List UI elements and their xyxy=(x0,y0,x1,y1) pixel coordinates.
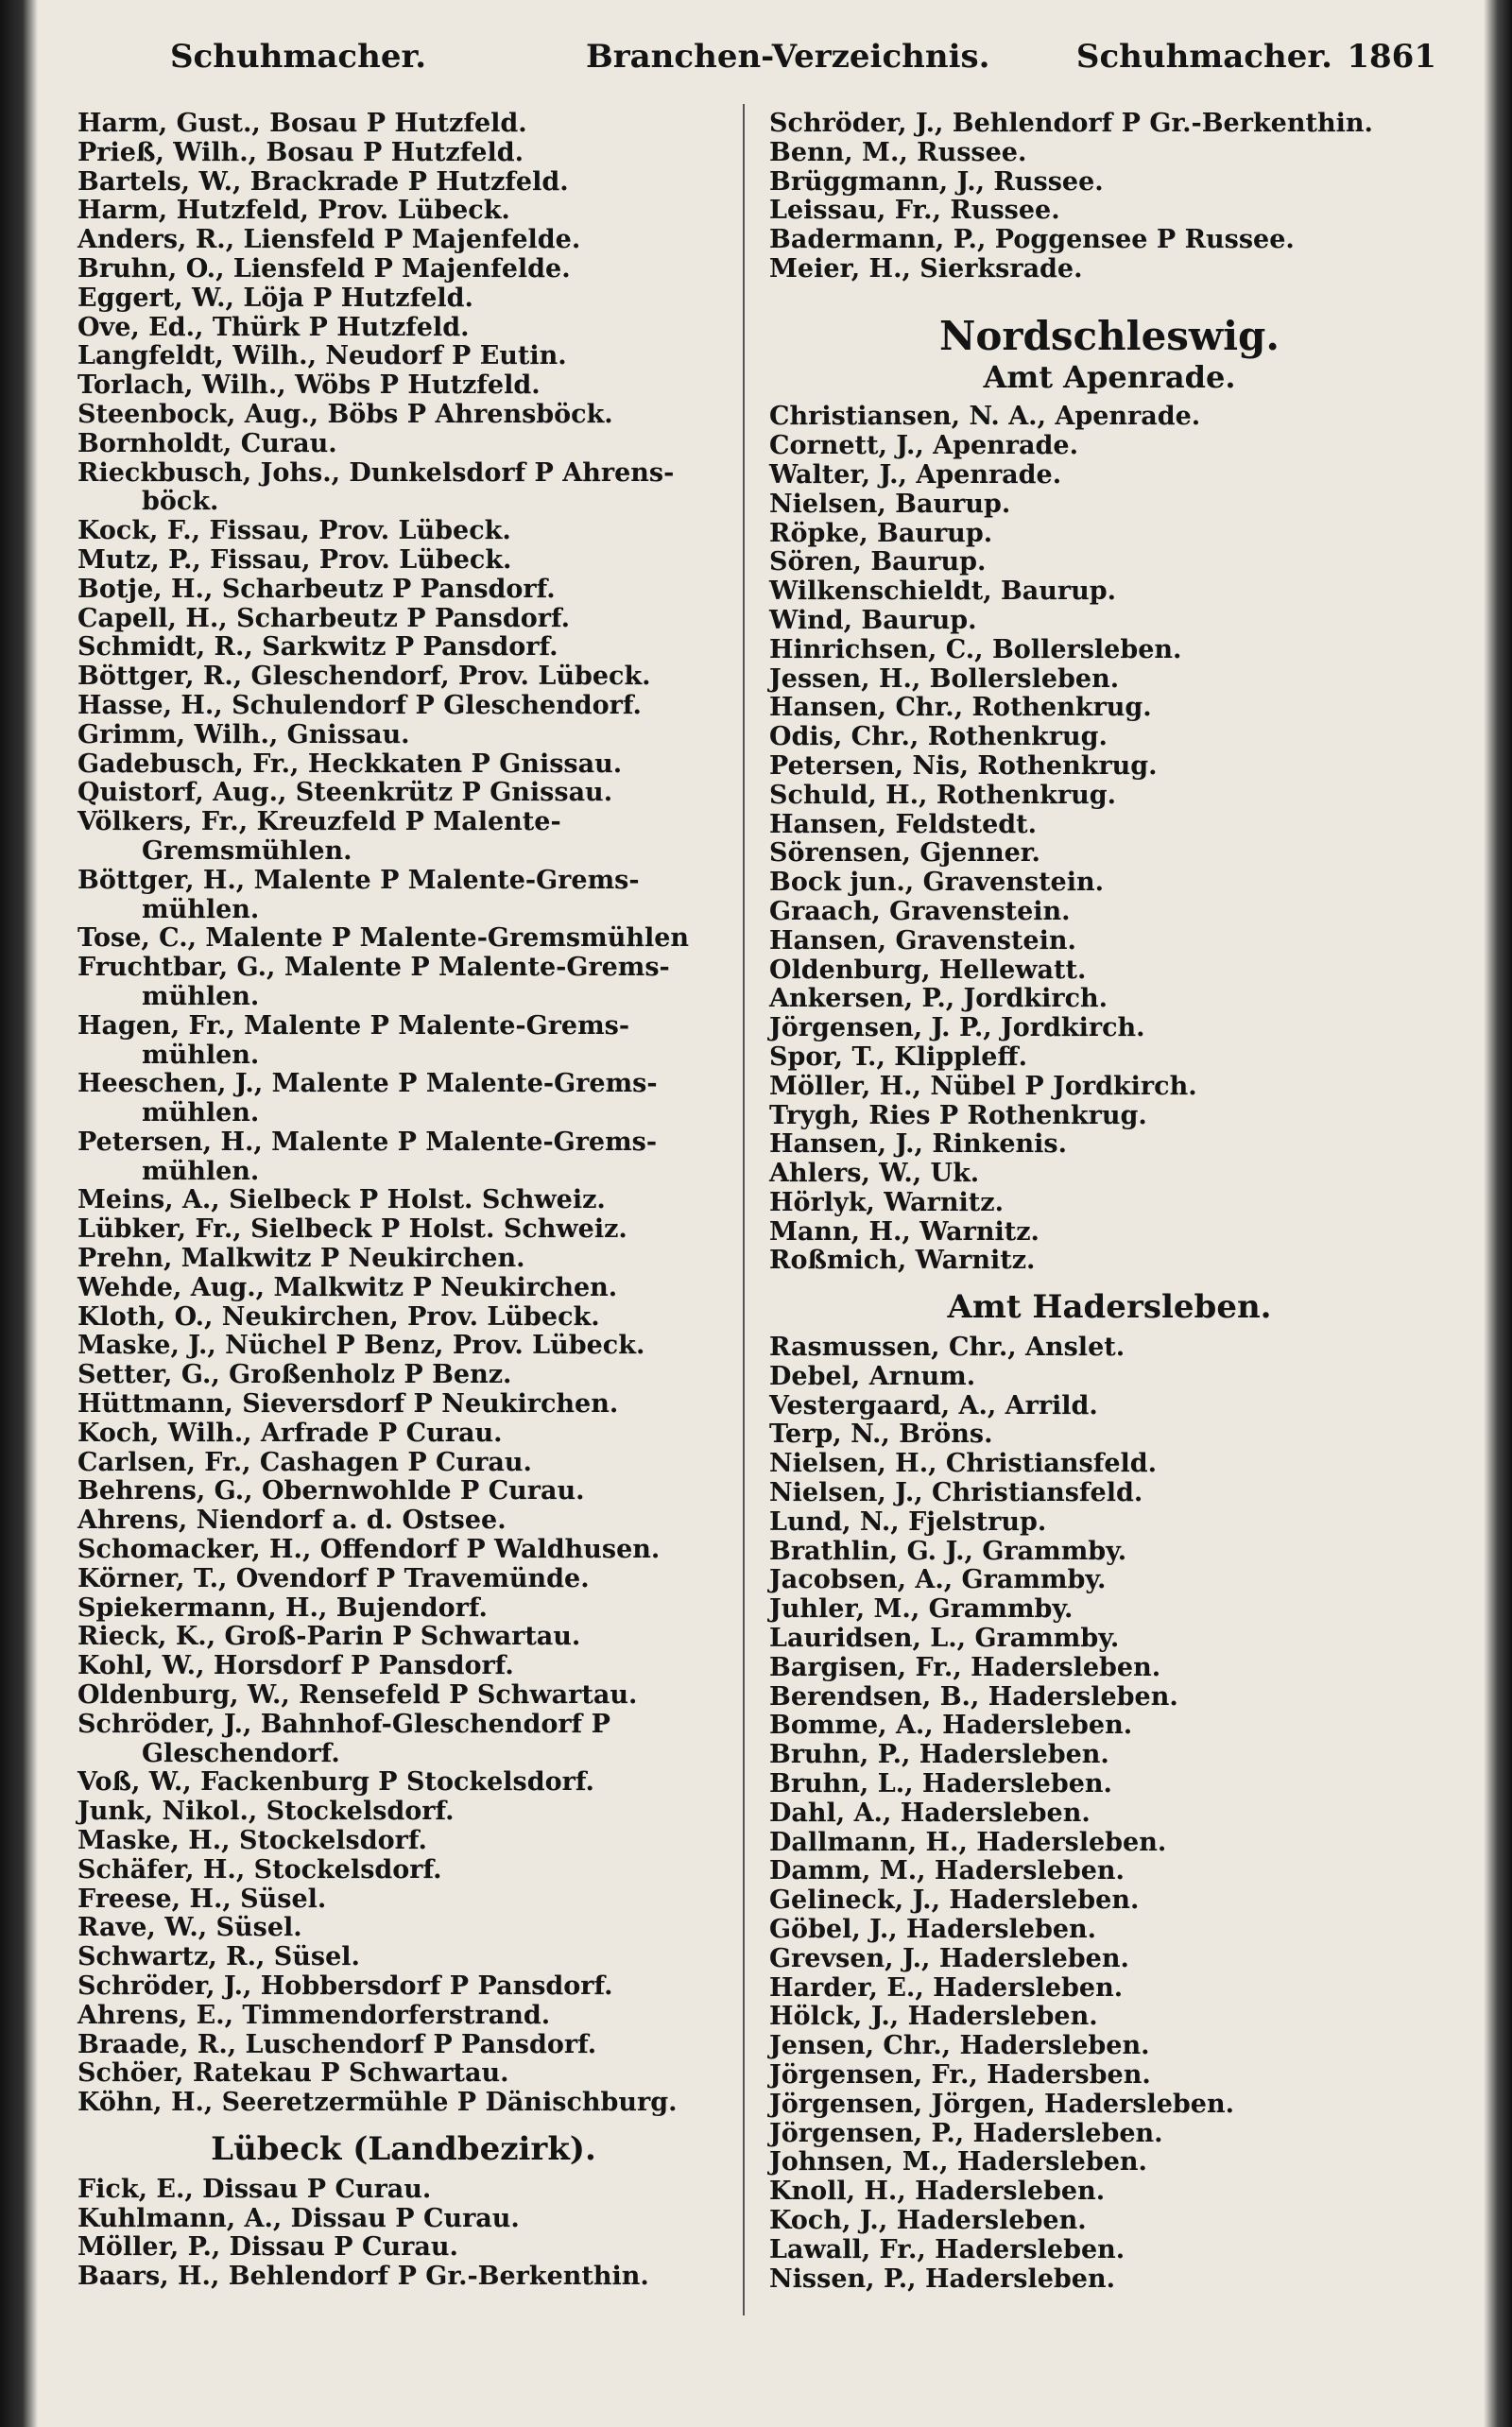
directory-entry xyxy=(769,1595,1450,1625)
entry-text: Petersen, Nis, Rothenkrug. xyxy=(769,750,1158,781)
directory-entry xyxy=(769,2032,1450,2061)
directory-entry xyxy=(769,898,1450,927)
entry-text: Juhler, M., Grammby. xyxy=(769,1594,1074,1625)
directory-entry xyxy=(77,1215,730,1245)
entry-text: Roßmich, Warnitz. xyxy=(769,1246,1036,1276)
entry-text: Wilkenschieldt, Baurup. xyxy=(769,577,1117,607)
entry-text: Gelineck, J., Hadersleben. xyxy=(769,1885,1140,1916)
directory-entry xyxy=(769,197,1450,226)
entry-text: Schröder, J., Behlendorf P Gr.-Berkenthin. xyxy=(769,109,1373,138)
directory-entry xyxy=(77,1565,730,1594)
directory-entry xyxy=(769,1916,1450,1945)
directory-entry xyxy=(77,692,730,721)
entry-text: Heeschen, J., Malente P Malente-Grems- xyxy=(77,1069,658,1099)
directory-entry xyxy=(769,1130,1450,1160)
directory-entry xyxy=(769,1479,1450,1508)
directory-entry xyxy=(769,811,1450,840)
entry-text: Jörgensen, Fr., Hadersben. xyxy=(769,2060,1151,2090)
directory-entry xyxy=(769,2120,1450,2149)
entry-text: Göbel, J., Hadersleben. xyxy=(769,1915,1097,1945)
entry-text: Walter, J., Apenrade. xyxy=(769,459,1062,490)
entry-text: Köhn, H., Seeretzermühle P Dänischburg. xyxy=(77,2088,678,2118)
directory-entry xyxy=(769,110,1450,139)
directory-entry xyxy=(769,1857,1450,1886)
directory-entry xyxy=(77,1972,730,2002)
directory-entry xyxy=(769,665,1450,695)
directory-entry xyxy=(769,1712,1450,1741)
right-column xyxy=(769,110,1450,2294)
directory-entry xyxy=(769,752,1450,782)
entry-text: Setter, G., Großenholz P Benz. xyxy=(77,1360,512,1390)
page-number: 1861 xyxy=(1347,38,1436,76)
entry-text: Meier, H., Sierksrade. xyxy=(769,253,1083,284)
entry-text: Hasse, H., Schulendorf P Gleschendorf. xyxy=(77,690,642,720)
directory-entry xyxy=(769,139,1450,168)
entry-text: Brathlin, G. J., Grammby. xyxy=(769,1536,1127,1566)
directory-entry xyxy=(769,2207,1450,2236)
entry-text: Hinrichsen, C., Bollersleben. xyxy=(769,634,1182,664)
directory-entry xyxy=(769,168,1450,198)
section-subtitle-apenrade: Amt Apenrade. xyxy=(983,358,1236,395)
directory-entry xyxy=(77,1012,730,1071)
entry-text: Rieck, K., Groß-Parin P Schwartau. xyxy=(77,1622,581,1652)
entry-text: Kloth, O., Neukirchen, Prov. Lübeck. xyxy=(77,1301,600,1332)
entry-text: Maske, H., Stockelsdorf. xyxy=(77,1826,427,1856)
directory-entry xyxy=(769,956,1450,986)
directory-entry xyxy=(77,255,730,284)
entry-text: Schröder, J., Hobbersdorf P Pansdorf. xyxy=(77,1971,613,2001)
directory-entry xyxy=(77,459,730,518)
entry-text: Kohl, W., Horsdorf P Pansdorf. xyxy=(77,1651,514,1681)
entry-text: Odis, Chr., Rothenkrug. xyxy=(769,722,1108,752)
directory-entry xyxy=(769,607,1450,636)
entry-continuation: Gleschendorf. xyxy=(142,1738,340,1768)
directory-entry xyxy=(77,1361,730,1390)
directory-entry xyxy=(77,1506,730,1536)
directory-entry xyxy=(77,1681,730,1711)
entry-text: Bomme, A., Hadersleben. xyxy=(769,1711,1133,1741)
directory-entry xyxy=(769,1073,1450,1102)
entry-text: Oldenburg, Hellewatt. xyxy=(769,955,1087,985)
entry-text: Ove, Ed., Thürk P Hutzfeld. xyxy=(77,312,470,342)
entry-text: Prieß, Wilh., Bosau P Hutzfeld. xyxy=(77,137,524,167)
entry-text: Dallmann, H., Hadersleben. xyxy=(769,1827,1167,1857)
entry-text: Rasmussen, Chr., Anslet. xyxy=(769,1333,1125,1363)
entry-text: Schomacker, H., Offendorf P Waldhusen. xyxy=(77,1535,661,1565)
entry-text: Hansen, Chr., Rothenkrug. xyxy=(769,693,1152,723)
entry-text: Berendsen, B., Hadersleben. xyxy=(769,1681,1178,1712)
directory-entry xyxy=(769,1247,1450,1276)
entry-text: Böttger, H., Malente P Malente-Grems- xyxy=(77,865,640,895)
entry-text: Ahlers, W., Uk. xyxy=(769,1159,980,1189)
page-header xyxy=(170,38,1436,85)
entry-text: Hansen, J., Rinkenis. xyxy=(769,1129,1068,1160)
directory-entry xyxy=(769,461,1450,491)
directory-entry xyxy=(77,576,730,605)
directory-entry xyxy=(77,2059,730,2089)
entry-text: Bruhn, O., Liensfeld P Majenfelde. xyxy=(77,253,571,284)
right-top-entry-list xyxy=(769,110,1450,284)
directory-entry xyxy=(769,255,1450,284)
entry-text: Badermann, P., Poggensee P Russee. xyxy=(769,225,1295,255)
directory-entry xyxy=(77,168,730,198)
entry-text: Schwartz, R., Süsel. xyxy=(77,1942,360,1972)
directory-entry xyxy=(77,2233,730,2263)
entry-text: Koch, J., Hadersleben. xyxy=(769,2205,1087,2235)
directory-entry xyxy=(769,432,1450,461)
column-divider xyxy=(743,104,745,2315)
directory-entry xyxy=(769,2061,1450,2091)
directory-entry xyxy=(769,1974,1450,2004)
entry-text: Koch, Wilh., Arfrade P Curau. xyxy=(77,1418,503,1448)
directory-entry xyxy=(77,1652,730,1681)
entry-text: Hansen, Feldstedt. xyxy=(769,809,1038,839)
directory-entry xyxy=(77,721,730,750)
entry-text: Mann, H., Warnitz. xyxy=(769,1216,1040,1247)
directory-entry xyxy=(77,401,730,430)
directory-entry xyxy=(77,663,730,692)
entry-text: Fick, E., Dissau P Curau. xyxy=(77,2174,432,2204)
entry-text: Quistorf, Aug., Steenkrütz P Gnissau. xyxy=(77,778,613,808)
entry-text: Hörlyk, Warnitz. xyxy=(769,1187,1004,1217)
entry-text: Jörgensen, J. P., Jordkirch. xyxy=(769,1013,1145,1043)
entry-text: Hagen, Fr., Malente P Malente-Grems- xyxy=(77,1010,630,1041)
directory-entry xyxy=(77,1623,730,1652)
directory-entry xyxy=(77,1303,730,1333)
directory-entry xyxy=(769,1654,1450,1683)
entry-text: Sörensen, Gjenner. xyxy=(769,838,1040,869)
directory-entry xyxy=(77,1798,730,1827)
directory-entry xyxy=(769,1450,1450,1479)
directory-entry xyxy=(77,110,730,139)
entry-text: Fruchtbar, G., Malente P Malente-Grems- xyxy=(77,953,670,983)
directory-entry xyxy=(77,1711,730,1769)
entry-text: Steenbock, Aug., Böbs P Ahrensböck. xyxy=(77,399,613,429)
directory-entry xyxy=(769,1829,1450,1858)
directory-entry xyxy=(769,577,1450,607)
directory-entry xyxy=(77,2089,730,2118)
entry-text: Böttger, R., Gleschendorf, Prov. Lübeck. xyxy=(77,662,651,692)
header-left-title: Schuhmacher. xyxy=(170,38,427,76)
directory-entry xyxy=(769,548,1450,577)
entry-text: Graach, Gravenstein. xyxy=(769,896,1071,926)
entry-text: Trygh, Ries P Rothenkrug. xyxy=(769,1100,1147,1130)
entry-text: Anders, R., Liensfeld P Majenfelde. xyxy=(77,225,581,255)
directory-entry xyxy=(769,1799,1450,1829)
entry-text: Körner, T., Ovendorf P Travemünde. xyxy=(77,1563,590,1593)
directory-entry xyxy=(769,839,1450,869)
entry-text: Freese, H., Süsel. xyxy=(77,1884,327,1914)
entry-text: Cornett, J., Apenrade. xyxy=(769,431,1078,461)
directory-entry xyxy=(769,1741,1450,1770)
entry-text: Harm, Hutzfeld, Prov. Lübeck. xyxy=(77,196,510,226)
entry-text: Mutz, P., Fissau, Prov. Lübeck. xyxy=(77,544,512,575)
entry-text: Vestergaard, A., Arrild. xyxy=(769,1390,1098,1420)
entry-text: Ankersen, P., Jordkirch. xyxy=(769,984,1108,1014)
directory-entry xyxy=(769,723,1450,752)
directory-entry xyxy=(77,750,730,780)
directory-entry xyxy=(769,2148,1450,2177)
entry-text: Wehde, Aug., Malkwitz P Neukirchen. xyxy=(77,1272,618,1302)
directory-entry xyxy=(77,1885,730,1915)
directory-entry xyxy=(769,1538,1450,1567)
entry-text: Debel, Arnum. xyxy=(769,1361,976,1391)
entry-text: Jessen, H., Bollersleben. xyxy=(769,663,1120,694)
entry-text: Langfeldt, Wilh., Neudorf P Eutin. xyxy=(77,341,567,371)
directory-entry xyxy=(769,1770,1450,1799)
entry-text: Leissau, Fr., Russee. xyxy=(769,196,1060,226)
entry-text: Hansen, Gravenstein. xyxy=(769,925,1076,955)
header-right-title: Schuhmacher. xyxy=(1075,38,1332,76)
directory-entry xyxy=(77,371,730,401)
directory-entry xyxy=(77,284,730,314)
section-title-nordschleswig: Nordschleswig. xyxy=(938,312,1280,359)
entry-text: Terp, N., Bröns. xyxy=(769,1420,993,1450)
entry-text: Voß, W., Fackenburg P Stockelsdorf. xyxy=(77,1767,594,1798)
directory-entry xyxy=(77,2031,730,2060)
directory-entry xyxy=(77,1332,730,1361)
directory-entry xyxy=(77,1420,730,1449)
left-entry-list xyxy=(77,110,730,2118)
entry-text: Brüggmann, J., Russee. xyxy=(769,166,1104,197)
entry-text: Kock, F., Fissau, Prov. Lübeck. xyxy=(77,516,511,546)
entry-text: Jensen, Chr., Hadersleben. xyxy=(769,2031,1150,2061)
entry-text: Oldenburg, W., Rensefeld P Schwartau. xyxy=(77,1680,638,1711)
directory-entry xyxy=(769,1043,1450,1073)
entry-text: Bruhn, P., Hadersleben. xyxy=(769,1740,1109,1770)
entry-text: Nielsen, J., Christiansfeld. xyxy=(769,1478,1143,1508)
entry-text: Grevsen, J., Hadersleben. xyxy=(769,1943,1129,1973)
entry-text: Schäfer, H., Stockelsdorf. xyxy=(77,1854,442,1885)
directory-entry xyxy=(769,1363,1450,1392)
entry-continuation: mühlen. xyxy=(142,981,260,1011)
directory-entry xyxy=(77,139,730,168)
entry-text: Christiansen, N. A., Apenrade. xyxy=(769,402,1201,432)
directory-entry xyxy=(77,314,730,343)
entry-text: Nielsen, H., Christiansfeld. xyxy=(769,1449,1158,1479)
entry-text: Schröder, J., Bahnhof-Gleschendorf P xyxy=(77,1709,610,1739)
directory-entry xyxy=(769,1334,1450,1363)
directory-entry xyxy=(77,2205,730,2234)
entry-text: Wind, Baurup. xyxy=(769,605,977,635)
left-column xyxy=(77,110,730,2292)
entry-text: Lawall, Fr., Hadersleben. xyxy=(769,2234,1125,2264)
entry-text: Carlsen, Fr., Cashagen P Curau. xyxy=(77,1447,532,1477)
entry-text: Völkers, Fr., Kreuzfeld P Malente- xyxy=(77,807,561,837)
entry-text: Bock jun., Gravenstein. xyxy=(769,868,1105,898)
directory-entry xyxy=(77,779,730,808)
directory-entry xyxy=(769,694,1450,723)
directory-entry xyxy=(769,1508,1450,1538)
entry-text: Braade, R., Luschendorf P Pansdorf. xyxy=(77,2029,597,2059)
directory-entry xyxy=(769,1218,1450,1248)
entry-text: Baars, H., Behlendorf P Gr.-Berkenthin. xyxy=(77,2262,649,2292)
directory-entry xyxy=(77,1827,730,1856)
directory-entry xyxy=(769,491,1450,520)
directory-entry xyxy=(77,1128,730,1187)
luebeck-entry-list xyxy=(77,2176,730,2292)
directory-entry xyxy=(77,1943,730,1972)
section-title-hadersleben: Amt Hadersleben. xyxy=(947,1288,1272,1327)
entry-text: Möller, H., Nübel P Jordkirch. xyxy=(769,1071,1197,1101)
entry-text: Lübker, Fr., Sielbeck P Holst. Schweiz. xyxy=(77,1214,627,1245)
entry-text: Sören, Baurup. xyxy=(769,547,987,577)
directory-entry xyxy=(77,1536,730,1565)
entry-text: Lund, N., Fjelstrup. xyxy=(769,1506,1047,1537)
directory-entry xyxy=(769,1014,1450,1043)
entry-text: Schmidt, R., Sarkwitz P Pansdorf. xyxy=(77,632,558,663)
entry-text: Harder, E., Hadersleben. xyxy=(769,1972,1124,2003)
entry-text: Harm, Gust., Bosau P Hutzfeld. xyxy=(77,109,527,138)
directory-entry xyxy=(77,517,730,546)
entry-text: Röpke, Baurup. xyxy=(769,518,993,548)
directory-entry xyxy=(77,1245,730,1274)
section-title-luebeck: Lübeck (Landbezirk). xyxy=(211,2129,596,2168)
directory-entry xyxy=(769,2236,1450,2265)
directory-entry xyxy=(769,1566,1450,1595)
entry-text: Tose, C., Malente P Malente-Gremsmühlen xyxy=(77,923,690,954)
directory-entry xyxy=(77,2002,730,2031)
entry-text: Prehn, Malkwitz P Neukirchen. xyxy=(77,1244,525,1274)
entry-text: Hüttmann, Sieversdorf P Neukirchen. xyxy=(77,1389,619,1420)
entry-text: Meins, A., Sielbeck P Holst. Schweiz. xyxy=(77,1185,606,1215)
entry-text: Torlach, Wilh., Wöbs P Hutzfeld. xyxy=(77,370,541,401)
entry-text: Knoll, H., Hadersleben. xyxy=(769,2177,1106,2207)
entry-text: Kuhlmann, A., Dissau P Curau. xyxy=(77,2203,520,2233)
directory-entry xyxy=(769,1945,1450,1974)
entry-continuation: böck. xyxy=(142,487,219,517)
directory-entry xyxy=(77,1390,730,1420)
entry-text: Bruhn, L., Hadersleben. xyxy=(769,1769,1112,1799)
directory-entry xyxy=(769,1625,1450,1654)
entry-text: Benn, M., Russee. xyxy=(769,137,1027,167)
directory-entry xyxy=(77,1914,730,1943)
directory-entry xyxy=(769,1102,1450,1131)
entry-text: Ahrens, E., Timmendorferstrand. xyxy=(77,2000,551,2030)
directory-entry xyxy=(769,1392,1450,1421)
directory-entry xyxy=(77,808,730,867)
entry-continuation: mühlen. xyxy=(142,1040,260,1070)
entry-text: Bartels, W., Brackrade P Hutzfeld. xyxy=(77,166,569,197)
entry-text: Jörgensen, Jörgen, Hadersleben. xyxy=(769,2089,1235,2119)
entry-text: Jacobsen, A., Grammby. xyxy=(769,1565,1107,1595)
directory-entry xyxy=(77,342,730,371)
directory-entry xyxy=(77,197,730,226)
entry-text: Schuld, H., Rothenkrug. xyxy=(769,780,1117,810)
directory-entry xyxy=(77,1477,730,1506)
entry-text: Behrens, G., Obernwohlde P Curau. xyxy=(77,1476,585,1506)
entry-text: Lauridsen, L., Grammby. xyxy=(769,1624,1120,1654)
entry-continuation: Gremsmühlen. xyxy=(142,835,352,866)
directory-entry xyxy=(77,924,730,954)
directory-entry xyxy=(769,226,1450,255)
entry-text: Spiekermann, H., Bujendorf. xyxy=(77,1592,488,1623)
entry-text: Gadebusch, Fr., Heckkaten P Gnissau. xyxy=(77,749,623,779)
directory-entry xyxy=(77,1856,730,1885)
directory-entry xyxy=(769,2265,1450,2295)
entry-text: Johnsen, M., Hadersleben. xyxy=(769,2147,1147,2177)
directory-entry xyxy=(769,1886,1450,1916)
entry-text: Dahl, A., Hadersleben. xyxy=(769,1798,1091,1828)
entry-text: Botje, H., Scharbeutz P Pansdorf. xyxy=(77,574,556,604)
entry-continuation: mühlen. xyxy=(142,1098,260,1128)
entry-text: Nielsen, Baurup. xyxy=(769,489,1011,519)
directory-entry xyxy=(77,633,730,663)
entry-text: Rieckbusch, Johs., Dunkelsdorf P Ahrens- xyxy=(77,457,675,488)
entry-text: Bornholdt, Curau. xyxy=(77,428,337,458)
directory-entry xyxy=(769,2177,1450,2207)
directory-entry xyxy=(769,636,1450,665)
entry-text: Bargisen, Fr., Hadersleben. xyxy=(769,1652,1161,1682)
directory-entry xyxy=(77,226,730,255)
entry-text: Jörgensen, P., Hadersleben. xyxy=(769,2118,1163,2148)
entry-text: Spor, T., Klippleff. xyxy=(769,1041,1027,1072)
directory-entry xyxy=(769,2091,1450,2120)
directory-entry xyxy=(769,1160,1450,1189)
directory-entry xyxy=(769,1683,1450,1713)
entry-text: Capell, H., Scharbeutz P Pansdorf. xyxy=(77,603,571,633)
entry-continuation: mühlen. xyxy=(142,1156,260,1186)
directory-entry xyxy=(769,782,1450,811)
directory-entry xyxy=(77,1768,730,1798)
hadersleben-entry-list xyxy=(769,1334,1450,2294)
directory-entry xyxy=(77,1449,730,1478)
header-center-title: Branchen-Verzeichnis. xyxy=(586,38,990,76)
entry-text: Nissen, P., Hadersleben. xyxy=(769,2263,1115,2294)
entry-text: Ahrens, Niendorf a. d. Ostsee. xyxy=(77,1506,507,1536)
directory-entry xyxy=(77,867,730,925)
entry-text: Maske, J., Nüchel P Benz, Prov. Lübeck. xyxy=(77,1331,645,1361)
directory-entry xyxy=(769,985,1450,1014)
directory-entry xyxy=(769,1420,1450,1450)
directory-entry xyxy=(77,2263,730,2292)
directory-entry xyxy=(769,403,1450,432)
directory-entry xyxy=(77,1594,730,1624)
directory-entry xyxy=(769,869,1450,898)
entry-text: Möller, P., Dissau P Curau. xyxy=(77,2232,458,2263)
directory-entry xyxy=(77,430,730,459)
directory-entry xyxy=(77,1274,730,1303)
directory-entry xyxy=(769,2003,1450,2032)
entry-continuation: mühlen. xyxy=(142,894,260,924)
directory-entry xyxy=(77,2176,730,2205)
entry-text: Rave, W., Süsel. xyxy=(77,1913,302,1943)
entry-text: Petersen, H., Malente P Malente-Grems- xyxy=(77,1127,658,1157)
entry-text: Junk, Nikol., Stockelsdorf. xyxy=(77,1797,455,1827)
directory-entry xyxy=(769,520,1450,549)
directory-entry xyxy=(77,1070,730,1128)
directory-entry xyxy=(77,546,730,576)
entry-text: Schöer, Ratekau P Schwartau. xyxy=(77,2058,509,2089)
directory-entry xyxy=(77,954,730,1012)
directory-entry xyxy=(769,927,1450,956)
entry-text: Eggert, W., Löja P Hutzfeld. xyxy=(77,283,473,313)
entry-text: Hölck, J., Hadersleben. xyxy=(769,2002,1098,2032)
directory-entry xyxy=(77,605,730,634)
apenrade-entry-list xyxy=(769,403,1450,1276)
directory-entry xyxy=(77,1186,730,1215)
entry-text: Grimm, Wilh., Gnissau. xyxy=(77,719,410,749)
entry-text: Damm, M., Hadersleben. xyxy=(769,1856,1125,1886)
directory-entry xyxy=(769,1189,1450,1218)
